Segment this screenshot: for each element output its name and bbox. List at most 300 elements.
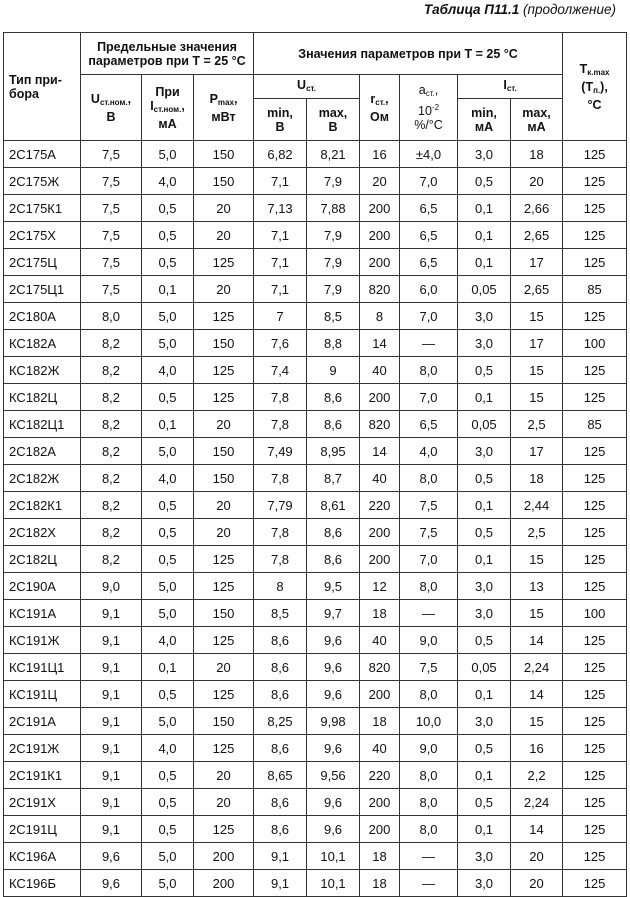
cell-u-nom: 8,2 — [81, 546, 142, 573]
cell-i-min: 3,0 — [458, 303, 511, 330]
cell-i-nom: 0,5 — [142, 546, 194, 573]
cell-u-min: 9,1 — [254, 843, 307, 870]
cell-i-max: 20 — [511, 843, 563, 870]
header-u-min — [254, 99, 307, 141]
cell-t-max: 100 — [563, 600, 627, 627]
cell-i-nom: 4,0 — [142, 735, 194, 762]
cell-device-type: 2С175К1 — [4, 195, 81, 222]
i-st-symbol: I — [503, 77, 507, 92]
a-st-unit: %/°C — [414, 118, 443, 132]
cell-r-st: 200 — [360, 222, 400, 249]
cell-t-max: 125 — [563, 762, 627, 789]
cell-t-max: 100 — [563, 330, 627, 357]
table-row — [4, 330, 627, 357]
header-i-min — [458, 99, 511, 141]
cell-u-max: 7,9 — [307, 276, 360, 303]
cell-u-max: 9,98 — [307, 708, 360, 735]
table-row — [4, 573, 627, 600]
cell-u-min: 7,13 — [254, 195, 307, 222]
r-st-unit: Ом — [370, 109, 389, 124]
cell-i-min: 0,05 — [458, 411, 511, 438]
i-max-label: max, — [522, 105, 551, 120]
cell-u-min: 8,65 — [254, 762, 307, 789]
cell-u-nom: 8,2 — [81, 438, 142, 465]
cell-u-min: 8 — [254, 573, 307, 600]
r-st-subscript: ст. — [375, 97, 386, 107]
i-max-unit: мА — [527, 119, 546, 134]
cell-i-nom: 0,5 — [142, 195, 194, 222]
cell-u-max: 8,5 — [307, 303, 360, 330]
cell-a-st: 6,5 — [400, 222, 458, 249]
i-st-subscript: ст. — [506, 83, 517, 93]
cell-u-min: 7,8 — [254, 411, 307, 438]
cell-u-nom: 9,1 — [81, 600, 142, 627]
u-nom-symbol: U — [90, 91, 100, 106]
cell-u-nom: 8,2 — [81, 411, 142, 438]
u-min-unit: В — [275, 119, 285, 134]
cell-i-nom: 0,1 — [142, 654, 194, 681]
cell-r-st: 220 — [360, 762, 400, 789]
cell-t-max: 125 — [563, 438, 627, 465]
cell-r-st: 200 — [360, 546, 400, 573]
cell-i-max: 2,66 — [511, 195, 563, 222]
header-device-type-text: Тип при- бора — [9, 72, 62, 101]
cell-p-max: 20 — [194, 654, 254, 681]
cell-t-max: 125 — [563, 357, 627, 384]
p-max-comma: , — [233, 91, 238, 106]
cell-device-type: КС191Ж — [4, 627, 81, 654]
cell-device-type: 2С175А — [4, 141, 81, 168]
cell-t-max: 125 — [563, 681, 627, 708]
cell-p-max: 20 — [194, 195, 254, 222]
cell-t-max: 125 — [563, 168, 627, 195]
a-st-subscript: ст. — [425, 89, 435, 98]
header-t-max — [563, 33, 627, 141]
cell-r-st: 200 — [360, 519, 400, 546]
cell-t-max: 85 — [563, 411, 627, 438]
cell-u-nom: 7,5 — [81, 141, 142, 168]
u-max-label: max, — [318, 105, 348, 120]
r-st-comma: , — [385, 91, 389, 106]
cell-t-max: 125 — [563, 654, 627, 681]
i-nom-symbol: I — [150, 98, 154, 113]
cell-u-nom: 9,1 — [81, 627, 142, 654]
table-row — [4, 141, 627, 168]
u-nom-comma: , — [127, 91, 132, 106]
header-limit-values — [81, 33, 254, 75]
cell-device-type: КС191Ц1 — [4, 654, 81, 681]
cell-i-max: 14 — [511, 627, 563, 654]
cell-r-st: 220 — [360, 492, 400, 519]
cell-r-st: 40 — [360, 735, 400, 762]
cell-a-st: 4,0 — [400, 438, 458, 465]
table-row — [4, 465, 627, 492]
diode-parameters-table — [3, 32, 627, 897]
cell-t-max: 125 — [563, 384, 627, 411]
cell-i-min: 3,0 — [458, 870, 511, 897]
cell-r-st: 200 — [360, 195, 400, 222]
cell-i-min: 3,0 — [458, 573, 511, 600]
cell-u-max: 7,9 — [307, 249, 360, 276]
cell-device-type: 2С175Ц — [4, 249, 81, 276]
cell-i-max: 2,5 — [511, 519, 563, 546]
cell-r-st: 40 — [360, 357, 400, 384]
cell-i-min: 0,1 — [458, 249, 511, 276]
header-u-st — [254, 75, 360, 99]
cell-u-max: 8,21 — [307, 141, 360, 168]
cell-t-max: 125 — [563, 222, 627, 249]
cell-i-min: 0,1 — [458, 384, 511, 411]
cell-a-st: 7,0 — [400, 303, 458, 330]
a-st-comma: , — [434, 83, 439, 97]
table-row — [4, 762, 627, 789]
cell-p-max: 125 — [194, 546, 254, 573]
cell-i-min: 3,0 — [458, 843, 511, 870]
cell-i-min: 0,5 — [458, 627, 511, 654]
cell-r-st: 18 — [360, 870, 400, 897]
cell-device-type: КС182А — [4, 330, 81, 357]
cell-u-max: 8,6 — [307, 411, 360, 438]
cell-u-min: 8,6 — [254, 789, 307, 816]
cell-u-max: 9,6 — [307, 654, 360, 681]
table-row — [4, 438, 627, 465]
cell-u-nom: 8,2 — [81, 384, 142, 411]
cell-i-max: 15 — [511, 357, 563, 384]
cell-p-max: 150 — [194, 708, 254, 735]
cell-t-max: 125 — [563, 249, 627, 276]
t-p-subscript: п. — [593, 85, 601, 95]
header-u-nom — [81, 75, 142, 141]
cell-u-min: 9,1 — [254, 870, 307, 897]
cell-u-max: 8,8 — [307, 330, 360, 357]
cell-t-max: 125 — [563, 195, 627, 222]
cell-u-max: 8,6 — [307, 519, 360, 546]
table-caption — [424, 2, 616, 17]
i-min-label: min, — [471, 105, 497, 120]
cell-i-nom: 5,0 — [142, 141, 194, 168]
cell-r-st: 200 — [360, 384, 400, 411]
cell-device-type: 2С175Х — [4, 222, 81, 249]
cell-i-nom: 5,0 — [142, 438, 194, 465]
cell-t-max: 125 — [563, 843, 627, 870]
cell-p-max: 200 — [194, 843, 254, 870]
cell-i-max: 17 — [511, 438, 563, 465]
table-row — [4, 249, 627, 276]
cell-u-min: 7,8 — [254, 465, 307, 492]
cell-i-max: 2,44 — [511, 492, 563, 519]
cell-a-st: 8,0 — [400, 357, 458, 384]
cell-a-st: 8,0 — [400, 573, 458, 600]
cell-u-min: 8,6 — [254, 816, 307, 843]
cell-i-max: 18 — [511, 465, 563, 492]
cell-a-st: 7,5 — [400, 654, 458, 681]
cell-i-max: 15 — [511, 303, 563, 330]
table-row — [4, 654, 627, 681]
cell-i-max: 2,2 — [511, 762, 563, 789]
cell-i-min: 0,1 — [458, 492, 511, 519]
cell-r-st: 8 — [360, 303, 400, 330]
cell-i-min: 3,0 — [458, 438, 511, 465]
cell-u-nom: 9,6 — [81, 843, 142, 870]
cell-i-min: 0,5 — [458, 735, 511, 762]
cell-i-min: 0,5 — [458, 789, 511, 816]
a-st-multiplier: 10 — [418, 104, 432, 118]
cell-a-st: 8,0 — [400, 681, 458, 708]
cell-i-nom: 0,5 — [142, 492, 194, 519]
cell-i-min: 3,0 — [458, 708, 511, 735]
cell-u-max: 9,6 — [307, 789, 360, 816]
table-row — [4, 276, 627, 303]
cell-u-nom: 7,5 — [81, 276, 142, 303]
cell-device-type: КС191Ц — [4, 681, 81, 708]
cell-a-st: — — [400, 843, 458, 870]
cell-u-min: 7,8 — [254, 519, 307, 546]
cell-i-max: 17 — [511, 330, 563, 357]
cell-i-max: 2,24 — [511, 789, 563, 816]
cell-u-nom: 9,1 — [81, 681, 142, 708]
cell-t-max: 125 — [563, 708, 627, 735]
cell-t-max: 125 — [563, 627, 627, 654]
i-nom-comma: , — [181, 98, 185, 113]
cell-i-nom: 0,5 — [142, 222, 194, 249]
cell-u-nom: 9,1 — [81, 816, 142, 843]
table-row — [4, 627, 627, 654]
t-max-unit: °C — [587, 97, 602, 112]
cell-i-nom: 0,5 — [142, 249, 194, 276]
cell-p-max: 125 — [194, 573, 254, 600]
cell-a-st: ±4,0 — [400, 141, 458, 168]
cell-u-nom: 9,1 — [81, 762, 142, 789]
table-row — [4, 600, 627, 627]
cell-i-max: 15 — [511, 600, 563, 627]
cell-i-max: 2,65 — [511, 276, 563, 303]
cell-u-min: 7,1 — [254, 249, 307, 276]
p-max-symbol: P — [209, 91, 218, 106]
cell-u-min: 7,1 — [254, 168, 307, 195]
cell-device-type: КС182Ж — [4, 357, 81, 384]
cell-i-min: 0,5 — [458, 465, 511, 492]
cell-i-min: 0,05 — [458, 654, 511, 681]
cell-p-max: 20 — [194, 411, 254, 438]
cell-t-max: 125 — [563, 735, 627, 762]
cell-i-max: 18 — [511, 141, 563, 168]
cell-p-max: 150 — [194, 330, 254, 357]
cell-t-max: 125 — [563, 816, 627, 843]
cell-t-max: 125 — [563, 303, 627, 330]
cell-r-st: 820 — [360, 276, 400, 303]
cell-a-st: 9,0 — [400, 627, 458, 654]
cell-t-max: 125 — [563, 789, 627, 816]
cell-i-max: 2,24 — [511, 654, 563, 681]
cell-r-st: 20 — [360, 168, 400, 195]
cell-u-max: 8,6 — [307, 546, 360, 573]
cell-i-min: 0,5 — [458, 519, 511, 546]
p-max-subscript: max — [217, 97, 234, 107]
cell-p-max: 150 — [194, 141, 254, 168]
cell-p-max: 125 — [194, 735, 254, 762]
cell-u-max: 10,1 — [307, 870, 360, 897]
cell-a-st: 7,5 — [400, 492, 458, 519]
cell-t-max: 125 — [563, 492, 627, 519]
cell-p-max: 20 — [194, 222, 254, 249]
cell-device-type: 2С182Х — [4, 519, 81, 546]
cell-i-nom: 0,5 — [142, 681, 194, 708]
cell-u-min: 8,6 — [254, 735, 307, 762]
cell-i-nom: 4,0 — [142, 627, 194, 654]
cell-i-min: 3,0 — [458, 600, 511, 627]
cell-p-max: 200 — [194, 870, 254, 897]
cell-u-max: 9,6 — [307, 735, 360, 762]
table-row — [4, 303, 627, 330]
cell-a-st: — — [400, 870, 458, 897]
table-continued-note: (продолжение) — [523, 2, 616, 17]
cell-t-max: 125 — [563, 519, 627, 546]
cell-r-st: 14 — [360, 438, 400, 465]
table-row — [4, 843, 627, 870]
header-a-st — [400, 75, 458, 141]
cell-u-max: 9,6 — [307, 816, 360, 843]
table-row — [4, 357, 627, 384]
cell-i-min: 0,1 — [458, 681, 511, 708]
cell-device-type: 2С175Ц1 — [4, 276, 81, 303]
cell-device-type: 2С182К1 — [4, 492, 81, 519]
cell-i-nom: 0,5 — [142, 789, 194, 816]
cell-a-st: 9,0 — [400, 735, 458, 762]
cell-a-st: 7,0 — [400, 384, 458, 411]
table-row — [4, 546, 627, 573]
cell-u-nom: 7,5 — [81, 222, 142, 249]
cell-u-max: 9,6 — [307, 681, 360, 708]
cell-r-st: 40 — [360, 627, 400, 654]
cell-p-max: 125 — [194, 303, 254, 330]
cell-i-nom: 4,0 — [142, 357, 194, 384]
cell-u-min: 8,6 — [254, 681, 307, 708]
cell-p-max: 125 — [194, 816, 254, 843]
cell-u-min: 7,79 — [254, 492, 307, 519]
cell-i-min: 3,0 — [458, 141, 511, 168]
p-max-unit: мВт — [211, 109, 236, 124]
cell-i-min: 0,5 — [458, 357, 511, 384]
table-body — [4, 141, 627, 897]
cell-t-max: 125 — [563, 141, 627, 168]
u-nom-subscript: ст.ном. — [99, 97, 128, 107]
cell-i-min: 0,1 — [458, 816, 511, 843]
cell-u-nom: 8,2 — [81, 357, 142, 384]
cell-r-st: 200 — [360, 816, 400, 843]
cell-u-nom: 9,0 — [81, 573, 142, 600]
cell-a-st: 8,0 — [400, 465, 458, 492]
cell-device-type: 2С190А — [4, 573, 81, 600]
cell-a-st: 8,0 — [400, 762, 458, 789]
table-row — [4, 411, 627, 438]
cell-u-min: 7,4 — [254, 357, 307, 384]
cell-u-nom: 9,1 — [81, 789, 142, 816]
table-row — [4, 384, 627, 411]
cell-u-min: 8,6 — [254, 654, 307, 681]
cell-t-max: 125 — [563, 465, 627, 492]
table-row — [4, 816, 627, 843]
cell-i-nom: 0,1 — [142, 276, 194, 303]
cell-r-st: 820 — [360, 411, 400, 438]
cell-p-max: 150 — [194, 438, 254, 465]
cell-i-max: 14 — [511, 816, 563, 843]
cell-u-max: 9,56 — [307, 762, 360, 789]
cell-u-nom: 9,1 — [81, 735, 142, 762]
cell-a-st: 8,0 — [400, 789, 458, 816]
cell-p-max: 150 — [194, 600, 254, 627]
cell-u-max: 8,6 — [307, 384, 360, 411]
cell-u-nom: 8,0 — [81, 303, 142, 330]
cell-r-st: 200 — [360, 789, 400, 816]
cell-a-st: 6,5 — [400, 411, 458, 438]
table-name: Таблица П11.1 — [423, 2, 520, 17]
cell-i-nom: 0,5 — [142, 519, 194, 546]
cell-u-max: 8,95 — [307, 438, 360, 465]
cell-t-max: 125 — [563, 546, 627, 573]
cell-p-max: 20 — [194, 762, 254, 789]
cell-r-st: 40 — [360, 465, 400, 492]
cell-i-max: 13 — [511, 573, 563, 600]
u-nom-unit: В — [106, 109, 116, 124]
header-i-st — [458, 75, 563, 99]
cell-u-min: 6,82 — [254, 141, 307, 168]
cell-t-max: 85 — [563, 276, 627, 303]
cell-u-nom: 8,2 — [81, 330, 142, 357]
table-row — [4, 492, 627, 519]
cell-i-max: 14 — [511, 681, 563, 708]
cell-t-max: 125 — [563, 573, 627, 600]
cell-i-max: 16 — [511, 735, 563, 762]
cell-device-type: 2С191К1 — [4, 762, 81, 789]
cell-p-max: 125 — [194, 357, 254, 384]
a-st-symbol: a — [418, 83, 426, 97]
cell-i-max: 17 — [511, 249, 563, 276]
cell-i-max: 15 — [511, 546, 563, 573]
header-i-max — [511, 99, 563, 141]
cell-u-min: 7,6 — [254, 330, 307, 357]
cell-r-st: 820 — [360, 654, 400, 681]
u-max-unit: В — [328, 119, 338, 134]
cell-u-max: 7,9 — [307, 222, 360, 249]
cell-u-min: 8,6 — [254, 627, 307, 654]
cell-i-nom: 5,0 — [142, 843, 194, 870]
cell-t-max: 125 — [563, 870, 627, 897]
cell-u-max: 9,5 — [307, 573, 360, 600]
cell-i-nom: 0,1 — [142, 411, 194, 438]
cell-i-nom: 5,0 — [142, 573, 194, 600]
table-row — [4, 870, 627, 897]
cell-u-max: 9,7 — [307, 600, 360, 627]
table-header — [4, 33, 627, 141]
a-st-exponent: -2 — [431, 103, 440, 112]
cell-p-max: 125 — [194, 249, 254, 276]
cell-u-min: 7 — [254, 303, 307, 330]
cell-u-min: 8,25 — [254, 708, 307, 735]
cell-p-max: 125 — [194, 384, 254, 411]
cell-i-nom: 4,0 — [142, 465, 194, 492]
cell-r-st: 18 — [360, 600, 400, 627]
cell-i-min: 0,1 — [458, 762, 511, 789]
cell-i-max: 20 — [511, 870, 563, 897]
u-st-symbol: U — [297, 77, 307, 92]
cell-i-min: 0,1 — [458, 222, 511, 249]
cell-i-nom: 5,0 — [142, 330, 194, 357]
cell-p-max: 20 — [194, 276, 254, 303]
cell-device-type: 2С191Ж — [4, 735, 81, 762]
cell-u-nom: 9,1 — [81, 708, 142, 735]
i-min-unit: мА — [474, 119, 494, 134]
cell-u-nom: 8,2 — [81, 465, 142, 492]
